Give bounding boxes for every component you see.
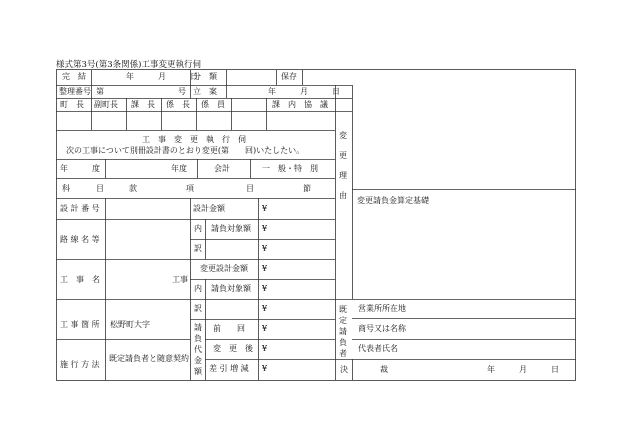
yen-henkou-sekkei: ¥	[262, 264, 268, 273]
seiri-bangou-label: 整理番号	[59, 87, 91, 96]
eigyousho-label: 営業所所在地	[358, 304, 406, 313]
kitei-ukeoisha-label: 既定請負者	[339, 305, 347, 358]
gou-label: 号	[178, 87, 186, 96]
approver-subsection-chief: 係 長	[166, 100, 190, 109]
approver-section-chief: 課 長	[131, 100, 155, 109]
approver-staff: 係 員	[201, 100, 225, 109]
yen-sabiki: ¥	[262, 364, 268, 373]
kaikei-value: 一 般・特 別	[262, 164, 318, 173]
approver-mayor: 町 長	[60, 100, 84, 109]
rittan-label: 立 案	[193, 87, 217, 96]
henkou-riyuu-label: 変更理由	[339, 131, 347, 200]
kessai-date: 年 月 日	[487, 365, 559, 374]
rittan-date: 年 月 日	[268, 87, 340, 96]
sabiki-label: 差 引 増 減	[209, 364, 249, 373]
sekkei-bangou-label: 設 計 番 号	[60, 204, 100, 213]
bunrui-label: 分 類	[193, 72, 217, 81]
kanketsu-label: 完 結	[62, 72, 86, 81]
nai-label-1: 内	[194, 224, 202, 233]
hozon-label: 保存	[281, 72, 297, 81]
shougou-label: 商号又は名称	[358, 324, 406, 333]
rosen-mei-label: 路 線 名 等	[60, 235, 100, 244]
yen-zenkai: ¥	[262, 324, 268, 333]
kouji-basho-label: 工 事 箇 所	[60, 320, 100, 329]
yen-yaku-1: ¥	[262, 244, 268, 253]
nendo-label: 年 度	[60, 164, 100, 173]
sekkei-kingaku-label: 設計金額	[193, 204, 225, 213]
kessai-label: 決 裁	[340, 365, 388, 374]
ukeoi-daikin-label: 請負代金額	[194, 323, 202, 376]
kijun-label: 変更請負金算定基礎	[357, 196, 429, 205]
approver-deputy-mayor: 副町長	[94, 100, 118, 109]
kou-label: 項	[186, 184, 194, 193]
form-heading: 工 事 変 更 執 行 伺	[142, 135, 246, 144]
kouji-basho-value: 松野町大字	[110, 320, 150, 329]
form-intro: 次の工事について別冊設計書のとおり変更(第 回)いたしたい。	[66, 146, 305, 155]
zenkai-label: 前 回	[213, 324, 245, 333]
yen-yaku-2: ¥	[262, 304, 268, 313]
yaku-label-2: 訳	[194, 304, 202, 313]
ukeoi-taisho-label-1: 請負対象額	[211, 224, 251, 233]
moku2-label: 目	[246, 184, 254, 193]
kamoku-label: 科	[62, 184, 70, 193]
daihyousha-label: 代表者氏名	[358, 344, 398, 353]
nai-label-2: 内	[194, 284, 202, 293]
kaikei-label: 会計	[214, 164, 230, 173]
kanketsu-date: 年 月 日	[126, 72, 198, 81]
setsu-label: 節	[303, 184, 311, 193]
kan-label: 款	[129, 184, 137, 193]
approver-consultation: 課 内 協 議	[272, 100, 328, 109]
ukeoi-taisho-label-2: 請負対象額	[211, 284, 251, 293]
kouji-value: 工事	[172, 275, 188, 284]
henkou-sekkei-label: 変更設計金額	[200, 264, 248, 273]
yen-ukeoi-2: ¥	[262, 284, 268, 293]
henkougo-label: 変 更 後	[213, 344, 253, 353]
yen-sekkei: ¥	[262, 204, 268, 213]
kouji-mei-label: 工 事 名	[60, 275, 100, 284]
sekou-houhou-value: 既定請負者と随意契約	[109, 354, 189, 363]
yen-henkougo: ¥	[262, 344, 268, 353]
yen-ukeoi-1: ¥	[262, 224, 268, 233]
yaku-label-1: 訳	[194, 244, 202, 253]
dai-label: 第	[96, 87, 104, 96]
form-title: 様式第3号(第3条関係)工事変更執行伺	[56, 60, 201, 70]
moku-label: 目	[96, 184, 104, 193]
sekou-houhou-label: 施 行 方 法	[60, 360, 100, 369]
nendo-value: 年度	[171, 164, 187, 173]
